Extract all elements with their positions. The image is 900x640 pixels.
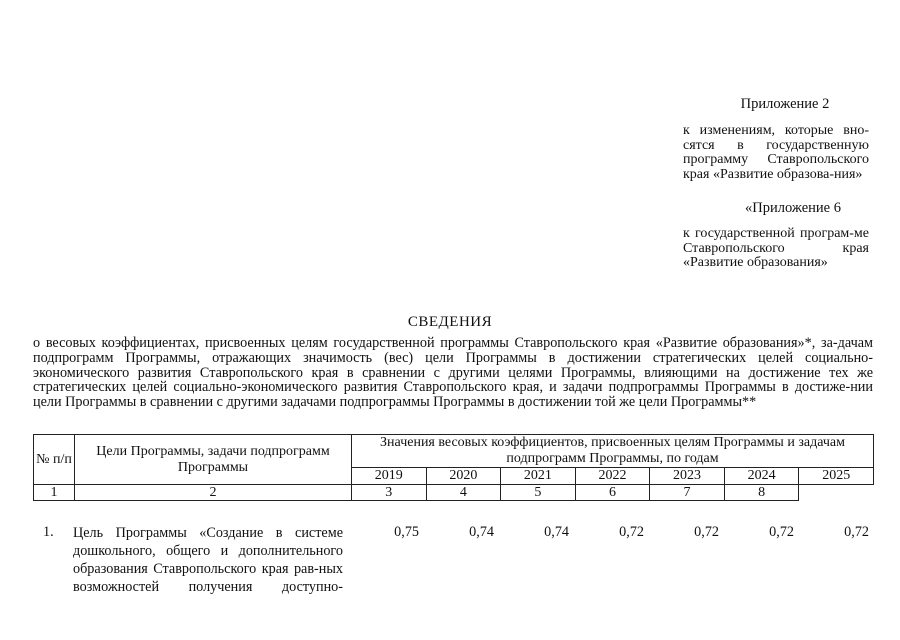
year-header: 2025 (799, 468, 874, 485)
document-subtitle: о весовых коэффициентах, присвоенных целям государственной программы Ставропольского края «Развитие образования»*, за-дачам подпрограмм Программы, отражающих значимость (вес) цели Программы в достижении стратегических целей социально-экономического развития Ставропольского края в сравнении с другими целями Программы, влияющими на достижение тех же стратегических целей социально-экономического развития Ставропольского края, и задачи подпрограммы Программы в достиже-нии цели Программы в сравнении с другими задачами подпрограммы Программы в достижении той же цели Программы** (33, 335, 873, 411)
row-value: 0,72 (844, 524, 869, 540)
year-header: 2019 (352, 468, 427, 485)
row-value: 0,72 (619, 524, 644, 540)
year-header: 2024 (724, 468, 799, 485)
column-number: 5 (501, 485, 576, 501)
column-number: 8 (724, 485, 799, 501)
annex-subtitle: «Приложение 6 (745, 200, 841, 216)
row-number: 1. (43, 524, 54, 540)
column-number: 7 (650, 485, 725, 501)
row-value: 0,72 (769, 524, 794, 540)
annex-text: к изменениям, которые вно-сятся в государственную программу Ставропольского края «Развитие образова-ния» (683, 123, 869, 182)
col-header-values: Значения весовых коэффициентов, присвоенных целям Программы и задачам подпрограмм Программы, по годам (352, 435, 874, 468)
annex-subtext: к государственной програм-ме Ставропольского края «Развитие образования» (683, 226, 869, 270)
row-value: 0,75 (394, 524, 419, 540)
column-number: 4 (426, 485, 501, 501)
column-number: 2 (75, 485, 352, 501)
row-value: 0,72 (694, 524, 719, 540)
col-header-num: № п/п (34, 435, 75, 485)
document-title: СВЕДЕНИЯ (407, 314, 493, 330)
column-number: 3 (352, 485, 427, 501)
year-header: 2021 (501, 468, 576, 485)
year-header: 2022 (575, 468, 650, 485)
year-header: 2020 (426, 468, 501, 485)
row-value: 0,74 (469, 524, 494, 540)
annex-title: Приложение 2 (740, 96, 830, 112)
coefficients-table (33, 434, 874, 501)
row-value: 0,74 (544, 524, 569, 540)
column-number: 1 (34, 485, 75, 501)
col-header-goals: Цели Программы, задачи подпрограмм Программы (75, 435, 352, 485)
year-header: 2023 (650, 468, 725, 485)
row-goal-text: Цель Программы «Создание в системе дошкольного, общего и дополнительного образования Ставропольского края рав-ных возможностей получения доступно- (73, 525, 343, 595)
column-number: 6 (575, 485, 650, 501)
